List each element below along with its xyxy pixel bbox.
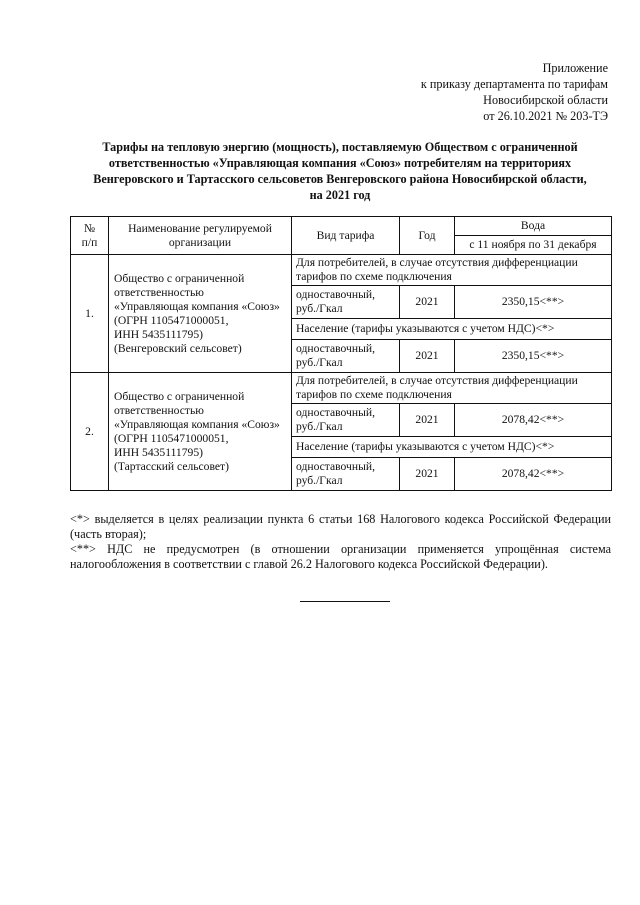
header-org-line-1: Наименование регулируемой: [128, 221, 272, 235]
year-cell: 2021: [400, 458, 455, 491]
org-line: ИНН 5435111795): [114, 445, 203, 459]
footnote-2: <**> НДС не предусмотрен (в отношении организации применяется упрощённая система налогообложения в соответствии с главой 26.2 Налогового кодекса Российской Федерации).: [70, 542, 611, 571]
footnote-1: <*> выделяется в целях реализации пункта 6 статьи 168 Налогового кодекса Российской Федерации (часть вторая);: [70, 512, 611, 541]
tariff-type-line: одноставочный,: [296, 460, 375, 473]
title-line-1: Тарифы на тепловую энергию (мощность), поставляемую Обществом с ограниченной: [102, 140, 578, 154]
org-line: «Управляющая компания «Союз»: [114, 299, 280, 313]
header-num-line-1: №: [83, 221, 96, 235]
tariff-type-line: одноставочный,: [296, 406, 375, 419]
header-num-line-2: п/п: [81, 235, 98, 249]
title-line-3: Венгеровского и Тартасского сельсоветов Венгеровского района Новосибирской области,: [93, 172, 587, 186]
document-title: [60, 139, 620, 203]
tariff-unit-line: руб./Гкал: [296, 420, 343, 433]
year-cell: 2021: [400, 286, 455, 319]
closing-separator-line: [300, 601, 390, 602]
org-line: (ОГРН 1105471000051,: [114, 313, 229, 327]
header-period: с 11 ноября по 31 декабря: [455, 236, 612, 255]
org-line: ответственностью: [114, 285, 204, 299]
row-number: 1.: [71, 255, 109, 373]
consumer-group-cell: Население (тарифы указываются с учетом НДС)<*>: [292, 437, 612, 458]
tariff-type-line: одноставочный,: [296, 288, 375, 301]
tariff-type-cell: [292, 340, 400, 373]
appendix-line-2: к приказу департамента по тарифам: [420, 77, 608, 91]
org-line: ИНН 5435111795): [114, 327, 203, 341]
tariff-value-cell: 2350,15<**>: [455, 286, 612, 319]
year-cell: 2021: [400, 404, 455, 437]
org-line: Общество с ограниченной: [114, 389, 245, 403]
table-row: [71, 255, 612, 286]
tariff-value-cell: 2078,42<**>: [455, 404, 612, 437]
title-line-2: ответственностью «Управляющая компания «Союз» потребителям на территориях: [108, 156, 572, 170]
header-water: Вода: [455, 217, 612, 236]
org-line: (Венгеровский сельсовет): [114, 341, 242, 355]
org-line: (ОГРН 1105471000051,: [114, 431, 229, 445]
org-line: (Тартасский сельсовет): [114, 459, 229, 473]
org-line: ответственностью: [114, 403, 204, 417]
footnotes: [70, 512, 611, 572]
header-tariff-type: Вид тарифа: [292, 217, 400, 255]
table-row: [71, 373, 612, 404]
org-line: Общество с ограниченной: [114, 271, 245, 285]
appendix-line-1: Приложение: [542, 61, 608, 75]
tariff-type-cell: [292, 458, 400, 491]
year-cell: 2021: [400, 340, 455, 373]
tariff-value-cell: 2078,42<**>: [455, 458, 612, 491]
appendix-line-4: от 26.10.2021 № 203-ТЭ: [483, 109, 608, 123]
row-number: 2.: [71, 373, 109, 491]
title-line-4: на 2021 год: [309, 188, 371, 202]
appendix-header: [348, 60, 608, 124]
appendix-line-3: Новосибирской области: [483, 93, 608, 107]
tariff-value-cell: 2350,15<**>: [455, 340, 612, 373]
tariff-unit-line: руб./Гкал: [296, 474, 343, 487]
tariff-unit-line: руб./Гкал: [296, 302, 343, 315]
header-num: [71, 217, 109, 255]
table-header-row: [71, 217, 612, 236]
consumer-group-cell: Для потребителей, в случае отсутствия дифференциации тарифов по схеме подключения: [292, 255, 612, 286]
consumer-group-cell: Для потребителей, в случае отсутствия дифференциации тарифов по схеме подключения: [292, 373, 612, 404]
header-org-line-2: организации: [168, 235, 232, 249]
organization-cell: [109, 373, 292, 491]
tariffs-table: [70, 216, 612, 491]
tariff-type-line: одноставочный,: [296, 342, 375, 355]
org-line: «Управляющая компания «Союз»: [114, 417, 280, 431]
header-org: [109, 217, 292, 255]
tariff-type-cell: [292, 404, 400, 437]
consumer-group-cell: Население (тарифы указываются с учетом НДС)<*>: [292, 319, 612, 340]
tariff-type-cell: [292, 286, 400, 319]
organization-cell: [109, 255, 292, 373]
header-year: Год: [400, 217, 455, 255]
tariff-unit-line: руб./Гкал: [296, 356, 343, 369]
